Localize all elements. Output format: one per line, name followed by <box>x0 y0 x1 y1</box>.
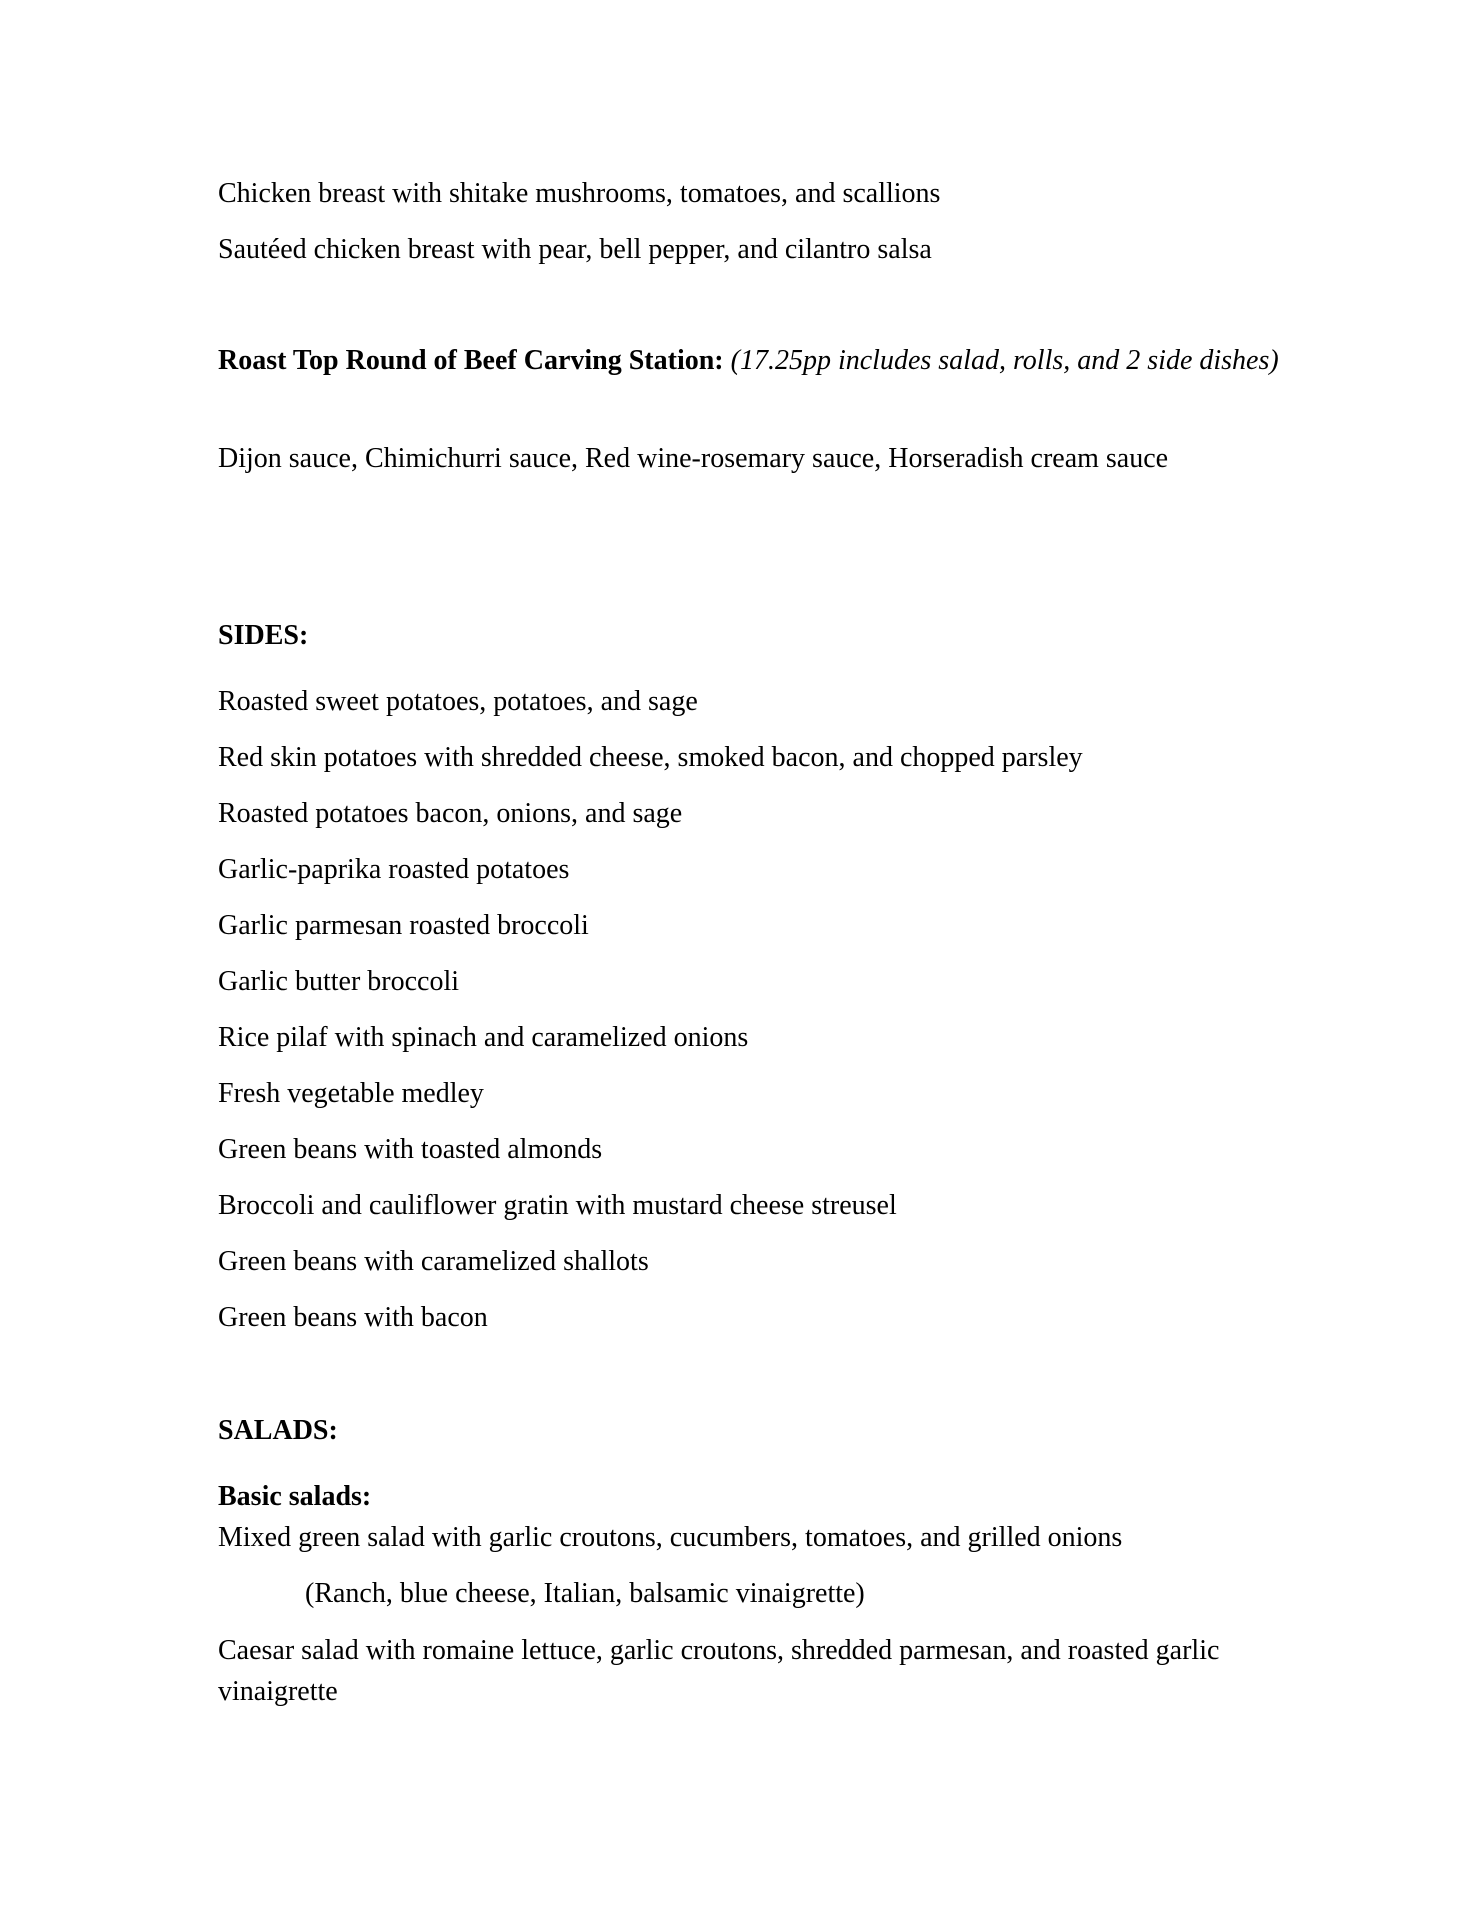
salad-item: Mixed green salad with garlic croutons, cucumbers, tomatoes, and grilled onions <box>218 1522 1123 1553</box>
sides-heading: SIDES: <box>218 620 309 651</box>
side-item: Green beans with toasted almonds <box>218 1134 603 1165</box>
side-item: Broccoli and cauliflower gratin with mustard cheese streusel <box>218 1190 897 1221</box>
side-item: Red skin potatoes with shredded cheese, smoked bacon, and chopped parsley <box>218 742 1083 773</box>
salads-heading: SALADS: <box>218 1415 338 1446</box>
side-item: Garlic butter broccoli <box>218 966 460 997</box>
side-item: Garlic-paprika roasted potatoes <box>218 854 570 885</box>
side-item: Roasted potatoes bacon, onions, and sage <box>218 798 683 829</box>
beef-carving-note: (17.25pp includes salad, rolls, and 2 side dishes) <box>730 345 1279 376</box>
chicken-item-2: Sautéed chicken breast with pear, bell pepper, and cilantro salsa <box>218 234 932 265</box>
beef-sauces: Dijon sauce, Chimichurri sauce, Red wine-rosemary sauce, Horseradish cream sauce <box>218 443 1169 474</box>
salad-dressings: (Ranch, blue cheese, Italian, balsamic vinaigrette) <box>305 1578 865 1609</box>
chicken-item-1: Chicken breast with shitake mushrooms, tomatoes, and scallions <box>218 178 941 209</box>
salad-item: Caesar salad with romaine lettuce, garlic croutons, shredded parmesan, and roasted garlic vinaigrette <box>218 1635 1220 1707</box>
beef-carving-section <box>218 340 1283 381</box>
side-item: Fresh vegetable medley <box>218 1078 484 1109</box>
side-item: Rice pilaf with spinach and caramelized onions <box>218 1022 749 1053</box>
beef-carving-heading: Roast Top Round of Beef Carving Station: <box>218 345 724 376</box>
basic-salads-heading: Basic salads: <box>218 1481 372 1512</box>
side-item: Roasted sweet potatoes, potatoes, and sage <box>218 686 698 717</box>
side-item: Green beans with bacon <box>218 1302 488 1333</box>
side-item: Green beans with caramelized shallots <box>218 1246 649 1277</box>
side-item: Garlic parmesan roasted broccoli <box>218 910 589 941</box>
